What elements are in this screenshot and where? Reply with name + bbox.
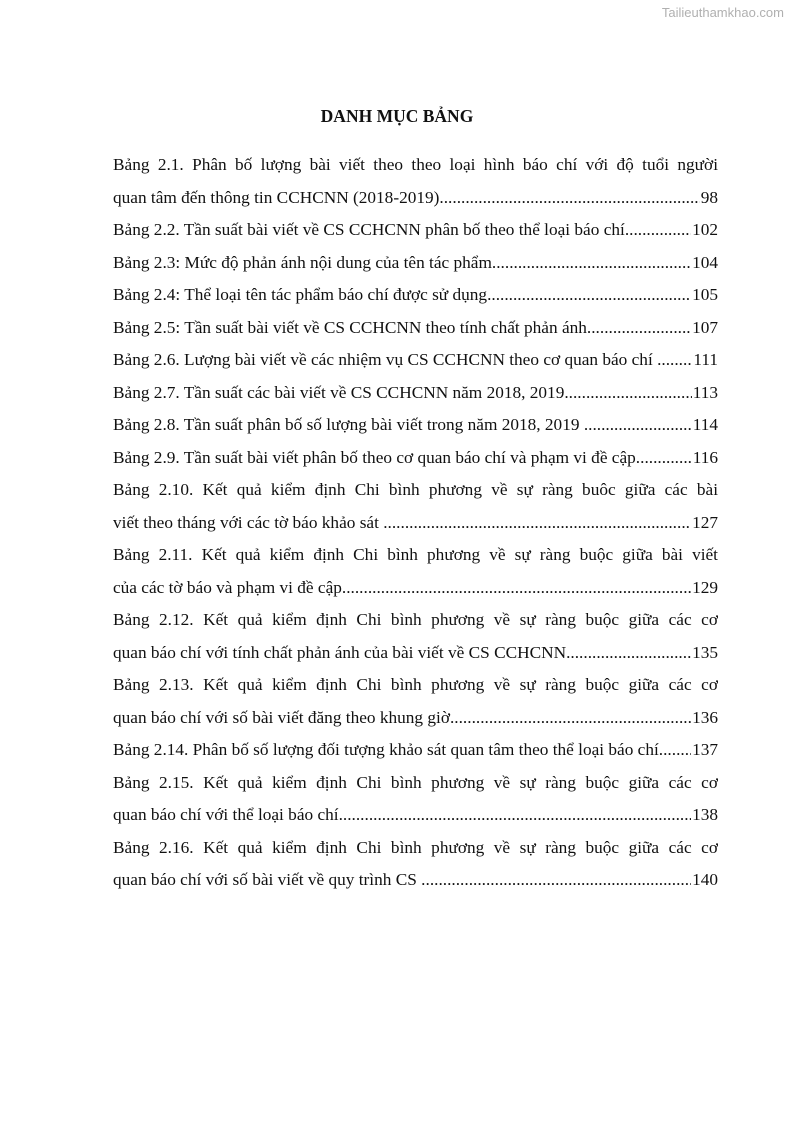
toc-entry[interactable] — [113, 832, 718, 897]
toc-entry[interactable] — [113, 669, 718, 734]
toc-entry[interactable] — [113, 149, 718, 214]
toc-entry-leader-line — [113, 799, 718, 832]
toc-entry-title-line: Bảng 2.15. Kết quả kiểm định Chi bình phương về sự ràng buộc giữa các cơ — [113, 772, 718, 792]
dot-leader — [625, 214, 691, 247]
toc-entry-title: Bảng 2.4: Thể loại tên tác phẩm báo chí được sử dụng — [113, 285, 488, 304]
dot-leader — [421, 864, 691, 897]
page-number: 102 — [692, 220, 718, 239]
toc-entry-title: Bảng 2.7. Tần suất các bài viết về CS CCHCNN năm 2018, 2019 — [113, 382, 565, 402]
dot-leader — [566, 637, 691, 670]
toc-entry-title-line: Bảng 2.10. Kết quả kiểm định Chi bình phương về sự ràng buôc giữa các bài — [113, 480, 718, 499]
toc-entry[interactable] — [113, 214, 718, 247]
toc-entry-leader-line — [113, 279, 718, 312]
dot-leader — [659, 734, 691, 767]
toc-entry[interactable] — [113, 734, 718, 767]
page-number: 116 — [692, 447, 718, 467]
toc-entry-title: Bảng 2.2. Tần suất bài viết về CS CCHCNN phân bố theo thể loại báo chí — [113, 220, 625, 239]
toc-entry[interactable] — [113, 604, 718, 669]
toc-entry[interactable] — [113, 539, 718, 604]
toc-entry-leader-line — [113, 344, 718, 377]
toc-entry-leader-line — [113, 572, 718, 605]
page-number: 129 — [692, 577, 718, 597]
page-number: 98 — [700, 187, 718, 207]
page-number: 136 — [692, 707, 718, 727]
toc-entry-title: quan tâm đến thông tin CCHCNN (2018-2019) — [113, 187, 440, 207]
toc-entry-title: quan báo chí với số bài viết đăng theo khung giờ — [113, 707, 450, 727]
toc-entry-title: của các tờ báo và phạm vi đề cập — [113, 577, 342, 597]
toc-entry-title: Bảng 2.3: Mức độ phản ánh nội dung của tên tác phẩm — [113, 252, 492, 272]
toc-entry-title-line: Bảng 2.13. Kết quả kiểm định Chi bình phương về sự ràng buộc giữa các cơ — [113, 675, 718, 694]
toc-entry-leader-line — [113, 507, 718, 540]
page-number: 137 — [692, 740, 718, 759]
toc-entry-leader-line — [113, 637, 718, 670]
dot-leader — [636, 442, 692, 475]
dot-leader — [450, 702, 691, 735]
toc-entry[interactable] — [113, 279, 718, 312]
toc-entry-title: Bảng 2.6. Lượng bài viết về các nhiệm vụ CS CCHCNN theo cơ quan báo chí — [113, 350, 658, 369]
page-number: 105 — [692, 285, 718, 304]
dot-leader — [584, 409, 692, 442]
toc-entry-title-line: Bảng 2.1. Phân bố lượng bài viết theo theo loại hình báo chí với độ tuổi người — [113, 155, 718, 174]
toc-entry-leader-line — [113, 864, 718, 897]
toc-entry-title: quan báo chí với số bài viết về quy trình CS — [113, 870, 422, 889]
toc-entry[interactable] — [113, 409, 718, 442]
page-title: DANH MỤC BẢNG — [320, 106, 474, 126]
toc-entry[interactable] — [113, 344, 718, 377]
toc-entry-title: viết theo tháng với các tờ báo khảo sát — [113, 512, 384, 532]
toc-entry-leader-line — [113, 734, 718, 767]
toc-entry-leader-line — [113, 442, 718, 475]
page-number: 107 — [692, 317, 718, 337]
dot-leader — [587, 312, 691, 345]
toc-entry-title-line: Bảng 2.16. Kết quả kiểm định Chi bình phương về sự ràng buộc giữa các cơ — [113, 837, 718, 857]
toc-entry-leader-line — [113, 182, 718, 215]
toc-entry-leader-line — [113, 377, 718, 410]
toc-entry[interactable] — [113, 442, 718, 475]
toc-entry-leader-line — [113, 312, 718, 345]
dot-leader — [439, 182, 699, 215]
toc-entry-title: Bảng 2.14. Phân bố số lượng đối tượng khảo sát quan tâm theo thể loại báo chí — [113, 740, 659, 759]
toc-entry[interactable] — [113, 767, 718, 832]
page-number: 127 — [692, 512, 718, 532]
page-number: 114 — [692, 415, 718, 434]
page-number: 138 — [692, 805, 718, 824]
toc-entry-leader-line — [113, 247, 718, 280]
dot-leader — [564, 377, 691, 410]
toc-entry-leader-line — [113, 214, 718, 247]
toc-entry-title: Bảng 2.5: Tần suất bài viết về CS CCHCNN theo tính chất phản ánh — [113, 317, 587, 337]
dot-leader — [657, 344, 692, 377]
toc-entry-leader-line — [113, 702, 718, 735]
dot-leader — [383, 507, 691, 540]
table-of-tables — [113, 149, 718, 897]
toc-entry-title-line: Bảng 2.11. Kết quả kiểm định Chi bình phương về sự ràng buộc giữa bài viết — [113, 545, 718, 564]
page-number: 104 — [692, 252, 718, 272]
dot-leader — [339, 799, 692, 832]
page-number: 111 — [693, 350, 718, 369]
dot-leader — [487, 279, 691, 312]
page-number: 140 — [692, 870, 718, 889]
toc-entry-title-line: Bảng 2.12. Kết quả kiểm định Chi bình phương về sự ràng buộc giữa các cơ — [113, 610, 718, 629]
toc-entry-title: quan báo chí với tính chất phản ánh của bài viết về CS CCHCNN — [113, 642, 567, 662]
toc-entry-title: Bảng 2.9. Tần suất bài viết phân bố theo cơ quan báo chí và phạm vi đề cập — [113, 447, 636, 467]
dot-leader — [492, 247, 691, 280]
toc-entry[interactable] — [113, 312, 718, 345]
page-number: 113 — [692, 382, 718, 402]
dot-leader — [342, 572, 691, 605]
watermark: Tailieuthamkhao.com — [661, 5, 784, 20]
toc-entry-title: Bảng 2.8. Tần suất phân bố số lượng bài viết trong năm 2018, 2019 — [113, 415, 584, 434]
page-number: 135 — [692, 642, 718, 662]
toc-entry[interactable] — [113, 474, 718, 539]
toc-entry[interactable] — [113, 377, 718, 410]
toc-entry[interactable] — [113, 247, 718, 280]
toc-entry-leader-line — [113, 409, 718, 442]
toc-entry-title: quan báo chí với thể loại báo chí — [113, 805, 339, 824]
